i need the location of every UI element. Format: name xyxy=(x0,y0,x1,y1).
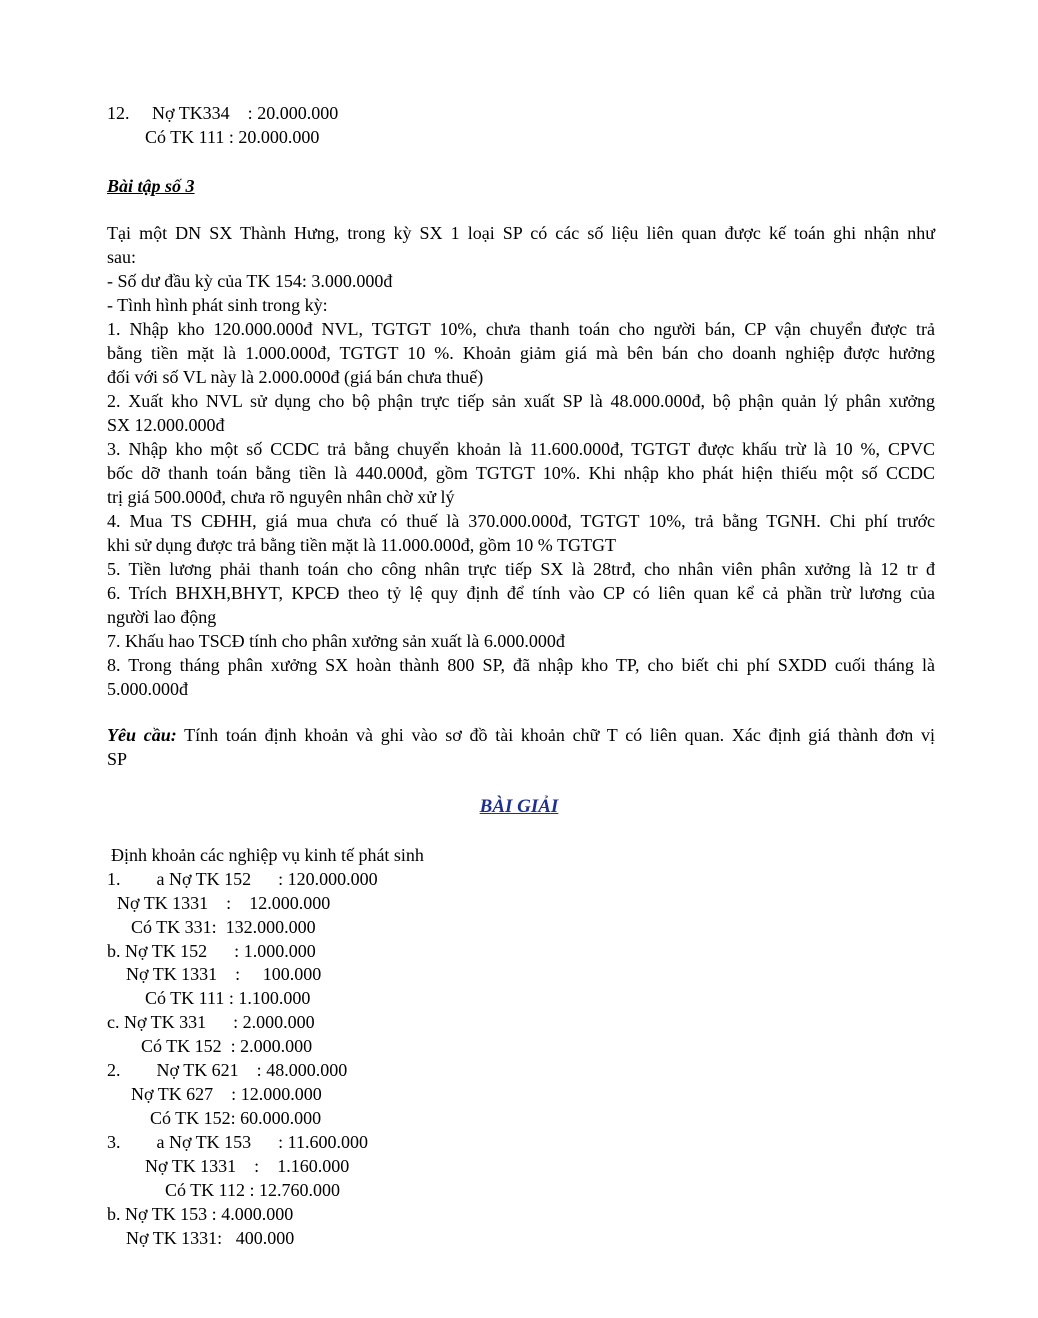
exercise-line: 5. Tiền lương phải thanh toán cho công nhân trực tiếp SX là 28trđ, cho nhân viên phân xưởng là 12 tr đ xyxy=(107,559,935,579)
journal-line: 1. a Nợ TK 152 : 120.000.000 xyxy=(107,869,378,889)
exercise-line: trị giá 500.000đ, chưa rõ nguyên nhân chờ xử lý xyxy=(107,487,455,507)
exercise-line: Tại một DN SX Thành Hưng, trong kỳ SX 1 loại SP có các số liệu liên quan được kế toán ghi nhận như xyxy=(107,223,935,243)
exercise-line: 8. Trong tháng phân xưởng SX hoàn thành 800 SP, đã nhập kho TP, cho biết chi phí SXDD cuối tháng là xyxy=(107,655,935,675)
requirement-label: Yêu cầu: xyxy=(107,725,177,745)
exercise-line: 1. Nhập kho 120.000.000đ NVL, TGTGT 10%, chưa thanh toán cho người bán, CP vận chuyển được trả xyxy=(107,319,935,339)
exercise-line: - Số dư đầu kỳ của TK 154: 3.000.000đ xyxy=(107,271,393,291)
journal-line: Có TK 111 : 1.100.000 xyxy=(145,988,311,1008)
journal-line: Nợ TK 1331 : 100.000 xyxy=(126,964,322,984)
exercise-line: bằng tiền mặt là 1.000.000đ, TGTGT 10 %. Khoản giảm giá mà bên bán cho doanh nghiệp được hưởng xyxy=(107,343,935,363)
journal-line: Có TK 331: 132.000.000 xyxy=(131,917,316,937)
exercise-line: khi sử dụng được trả bằng tiền mặt là 11.000.000đ, gồm 10 % TGTGT xyxy=(107,535,616,555)
journal-line: Nợ TK 1331 : 12.000.000 xyxy=(117,893,331,913)
exercise-line: bốc dỡ thanh toán bằng tiền là 440.000đ, gồm TGTGT 10%. Khi nhập kho phát hiện thiếu một số CCDC xyxy=(107,463,935,483)
exercise-line: đối với số VL này là 2.000.000đ (giá bán chưa thuế) xyxy=(107,367,484,387)
exercise-line: - Tình hình phát sinh trong kỳ: xyxy=(107,295,328,315)
journal-line: Nợ TK 1331: 400.000 xyxy=(126,1228,295,1248)
journal-line: 2. Nợ TK 621 : 48.000.000 xyxy=(107,1060,348,1080)
exercise-body xyxy=(107,221,935,701)
journal-line: 3. a Nợ TK 153 : 11.600.000 xyxy=(107,1132,369,1152)
journal-line: b. Nợ TK 152 : 1.000.000 xyxy=(107,941,316,961)
journal-line: Nợ TK 627 : 12.000.000 xyxy=(131,1084,322,1104)
requirement xyxy=(107,723,935,771)
journal-line: Có TK 112 : 12.760.000 xyxy=(165,1180,341,1200)
journal-line: b. Nợ TK 153 : 4.000.000 xyxy=(107,1204,294,1224)
journal-line: Có TK 152 : 2.000.000 xyxy=(141,1036,313,1056)
exercise-line: sau: xyxy=(107,247,136,267)
exercise-line: 4. Mua TS CĐHH, giá mua chưa có thuế là 370.000.000đ, TGTGT 10%, trả bằng TGNH. Chi phí trước xyxy=(107,511,935,531)
exercise-line: người lao động xyxy=(107,607,217,627)
journal-line: Nợ TK 1331 : 1.160.000 xyxy=(145,1156,350,1176)
exercise-line: SX 12.000.000đ xyxy=(107,415,225,435)
entry-12-credit: Có TK 111 : 20.000.000 xyxy=(145,127,320,147)
exercise-line: 7. Khấu hao TSCĐ tính cho phân xưởng sản xuất là 6.000.000đ xyxy=(107,631,565,651)
exercise-line: 5.000.000đ xyxy=(107,679,188,699)
solution-title: BÀI GIẢI xyxy=(479,796,559,817)
requirement-text: Tính toán định khoản và ghi vào sơ đồ tài khoản chữ T có liên quan. Xác định giá thành đơn vị xyxy=(176,725,935,745)
exercise-line: 6. Trích BHXH,BHYT, KPCĐ theo tỷ lệ quy định để tính vào CP có liên quan kể cả phần trừ lương của xyxy=(107,583,935,603)
exercise-line: 2. Xuất kho NVL sử dụng cho bộ phận trực tiếp sản xuất SP là 48.000.000đ, bộ phận quản lý phân xưởng xyxy=(107,391,935,411)
exercise-line: 3. Nhập kho một số CCDC trả bằng chuyển khoản là 11.600.000đ, TGTGT được khấu trừ là 10 %, CPVC xyxy=(107,439,935,459)
solution-subtitle: Định khoản các nghiệp vụ kinh tế phát sinh xyxy=(111,845,424,865)
requirement-text-cont: SP xyxy=(107,749,128,769)
journal-line: c. Nợ TK 331 : 2.000.000 xyxy=(107,1012,315,1032)
entry-12-debit: 12. Nợ TK334 : 20.000.000 xyxy=(107,103,339,123)
journal-line: Có TK 152: 60.000.000 xyxy=(150,1108,322,1128)
exercise-heading: Bài tập số 3 xyxy=(107,176,195,196)
